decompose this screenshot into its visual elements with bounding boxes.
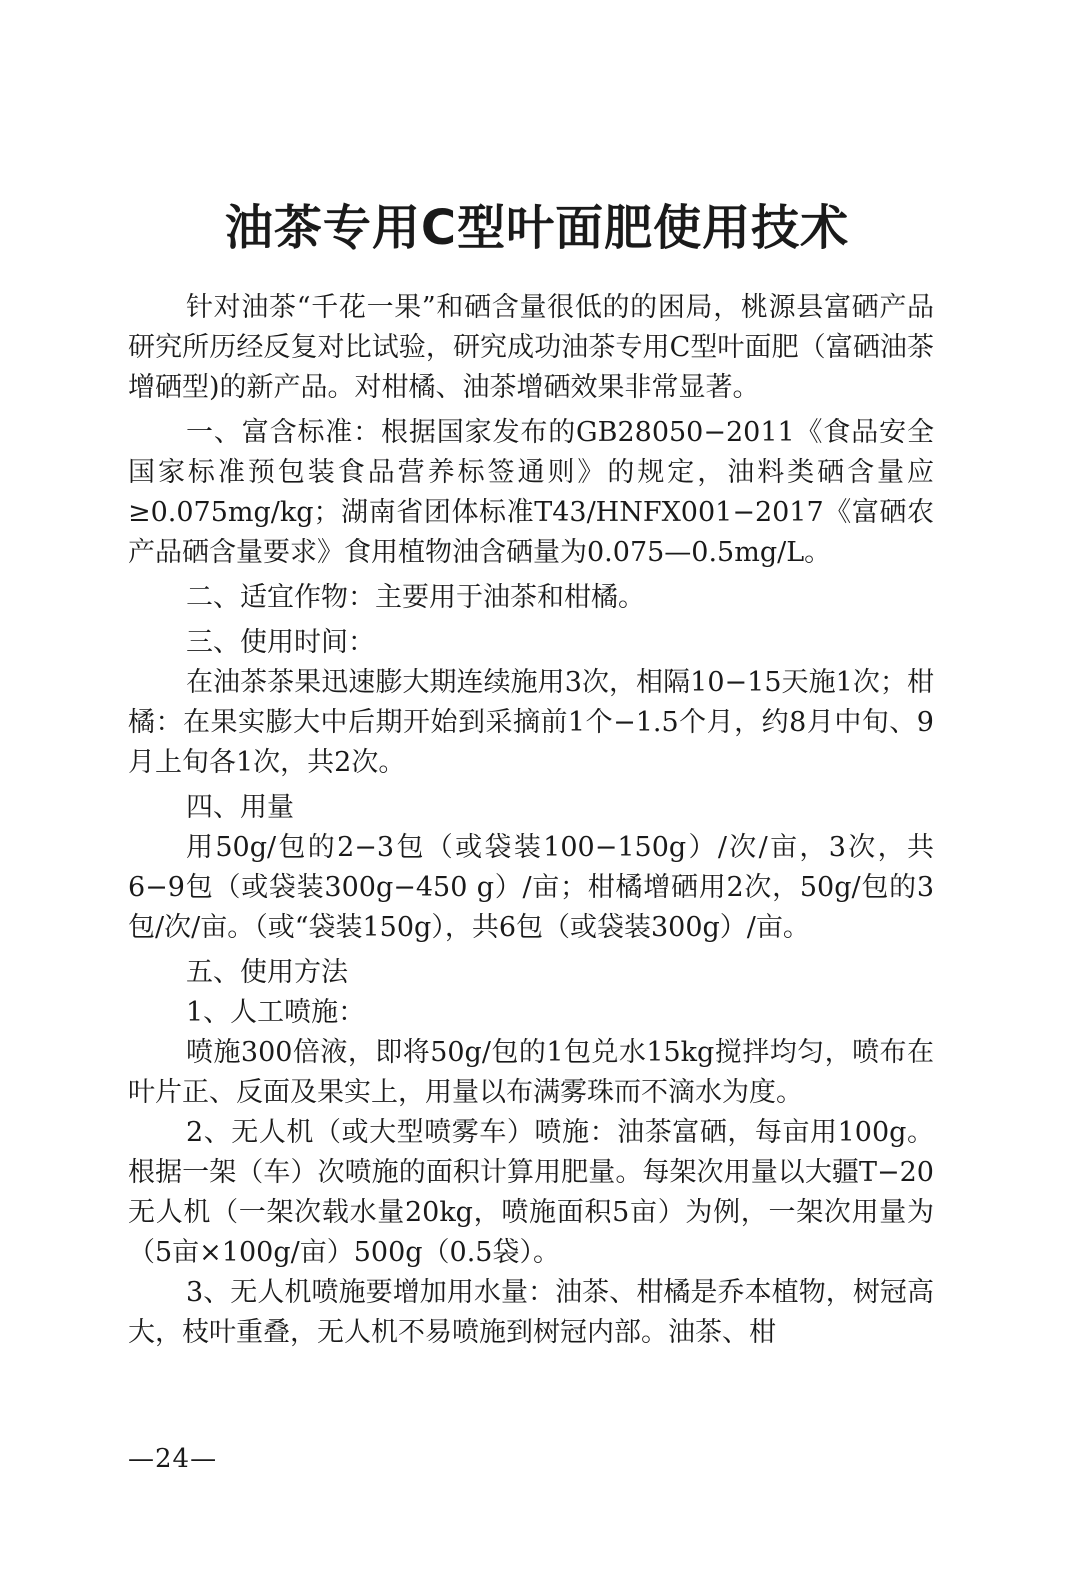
section-standard-label: 一、富含标准： — [186, 417, 382, 448]
section-standard — [128, 413, 934, 573]
method-manual-text: 喷施300倍液，即将50g/包的1包兑水15kg搅拌均匀，喷布在叶片正、反面及果实上，用量以布满雾珠而不滴水为度。 — [128, 1037, 934, 1108]
section-dosage-text: 用50g/包的2−3包（或袋装100−150g）/次/亩，3次，共6−9包（或袋装300g−450 g）/亩；柑橘增硒用2次，50g/包的3包/次/亩。（或“袋装150g），共6包（或袋装300g）/亩。 — [128, 832, 934, 943]
intro-paragraph: 针对油茶“千花一果”和硒含量很低的的困局，桃源县富硒产品研究所历经反复对比试验，研究成功油茶专用C型叶面肥（富硒油茶增硒型)的新产品。对柑橘、油茶增硒效果非常显著。 — [128, 292, 934, 403]
section-timing-text: 在油茶茶果迅速膨大期连续施用3次，相隔10−15天施1次；柑橘：在果实膨大中后期开始到采摘前1个−1.5个月，约8月中旬、9月上旬各1次，共2次。 — [128, 667, 934, 778]
document-title: 油茶专用C型叶面肥使用技术 — [224, 200, 850, 256]
section-crops — [128, 578, 934, 618]
section-dosage-heading: 四、用量 — [186, 792, 294, 823]
page-number: —24— — [128, 1444, 218, 1474]
document-body — [128, 288, 934, 1353]
method-water-text: 3、无人机喷施要增加用水量：油茶、柑橘是乔本植物，树冠高大，枝叶重叠，无人机不易喷施到树冠内部。油茶、柑 — [128, 1277, 934, 1348]
method-manual-label: 1、人工喷施： — [186, 997, 366, 1028]
section-timing-heading: 三、使用时间： — [186, 627, 375, 658]
section-method-heading: 五、使用方法 — [186, 957, 348, 988]
section-crops-text: 主要用于油茶和柑橘。 — [375, 582, 645, 613]
section-standard-text: 根据国家发布的GB28050−2011《食品安全国家标准预包装食品营养标签通则》的规定，油料类硒含量应≥0.075mg/kg；湖南省团体标准T43/HNFX001−2017《富硒农产品硒含量要求》食用植物油含硒量为0.075—0.5mg/L。 — [128, 417, 934, 568]
section-crops-label: 二、适宜作物： — [186, 582, 375, 613]
method-drone-text: 2、无人机（或大型喷雾车）喷施：油茶富硒，每亩用100g。根据一架（车）次喷施的面积计算用肥量。每架次用量以大疆T−20无人机（一架次载水量20kg，喷施面积5亩）为例，一架次用量为（5亩×100g/亩）500g（0.5袋）。 — [128, 1117, 934, 1268]
